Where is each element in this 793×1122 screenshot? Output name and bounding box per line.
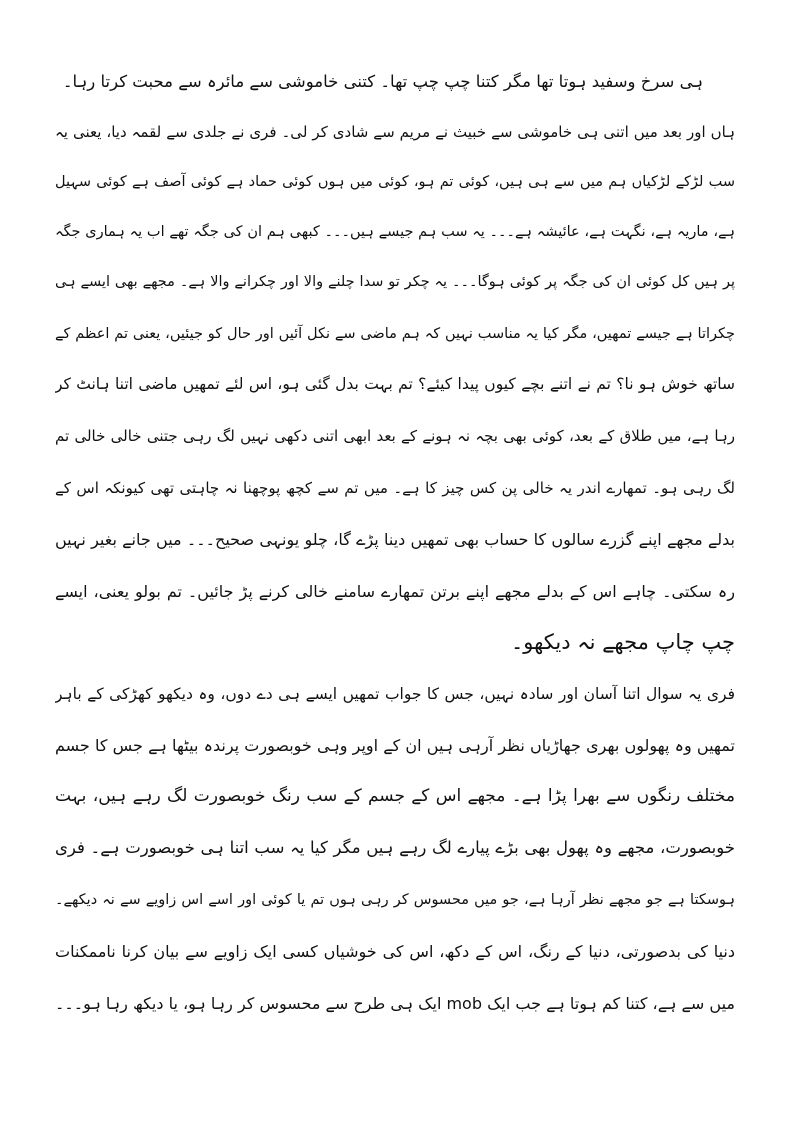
text-line: تمھیں وہ پھولوں بھری جھاڑیاں نظر آرہی ہیں ان کے اوپر وہی خوبصورت پرندہ بیٹھا ہے جس کا جسم bbox=[55, 736, 735, 755]
text-line: ہے، ماریہ ہے، نگہت ہے، عائیشہ ہے۔۔۔ یہ سب ہم جیسے ہیں۔۔۔ کبھی ہم ان کی جگہ تھے اب یہ ہماری جگہ bbox=[55, 224, 735, 240]
text-line: رہ سکتی۔ چاہے اس کے بدلے مجھے اپنے برتن تمھارے سامنے خالی کرنے پڑ جائیں۔ تم بولو یعنی، ایسے bbox=[55, 582, 735, 601]
text-line: پر ہیں کل کوئی ان کی جگہ پر کوئی ہوگا۔۔۔ یہ چکر تو سدا چلنے والا اور چکرانے والا ہے۔ مجھے بھی ایسے ہی bbox=[55, 274, 735, 290]
text-line: مختلف رنگوں سے بھرا پڑا ہے۔ مجھے اس کے جسم کے سب رنگ خوبصورت لگ رہے ہیں، بہت bbox=[55, 786, 735, 806]
text-line: لگ رہی ہو۔ تمھارے اندر یہ خالی پن کس چیز کا ہے۔ میں تم سے کچھ پوچھنا نہ چاہتی تھی کیونکہ اس کے bbox=[55, 479, 735, 497]
text-line: ساتھ خوش ہو نا؟ تم نے اتنے بچے کیوں پیدا کیئے؟ تم بہت بدل گئی ہو، اس لئے تمھیں ماضی اتنا ہانٹ کر bbox=[55, 375, 735, 393]
text-line: خوبصورت، مجھے وہ پھول بھی بڑے پیارے لگ رہے ہیں مگر کیا یہ سب اتنا ہی خوبصورت ہے۔ فری bbox=[55, 838, 735, 857]
text-line: سب لڑکے لڑکیاں ہم میں سے ہی ہیں، کوئی تم ہو، کوئی میں ہوں کوئی حماد ہے کوئی آصف ہے کوئی سہیل bbox=[55, 174, 735, 190]
text-line: ہوسکتا ہے جو مجھے نظر آرہا ہے، جو میں محسوس کر رہی ہوں تم یا کوئی اور اسے اس زاویے سے نہ دیکھے۔ bbox=[55, 892, 735, 908]
text-line: رہا ہے، میں طلاق کے بعد، کوئی بھی بچہ نہ ہونے کے بعد ابھی اتنی دکھی نہیں لگ رہی جتنی خالی خالی تم bbox=[55, 427, 735, 445]
text-line: میں سے ہے، کتنا کم ہوتا ہے جب ایک mob ایک ہی طرح سے محسوس کر رہا ہو، یا دیکھ رہا ہو۔۔۔ bbox=[55, 994, 735, 1013]
text-line: ہاں اور بعد میں اتنی ہی خاموشی سے خبیث نے مریم سے شادی کر لی۔ فری نے جلدی سے لقمہ دیا، یعنی یہ bbox=[55, 123, 735, 141]
text-line: ہی سرخ وسفید ہوتا تھا مگر کتنا چپ چپ تھا۔ کتنی خاموشی سے مائرہ سے محبت کرتا رہا۔ bbox=[62, 72, 703, 91]
text-line: چپ چاپ مجھے نہ دیکھو۔ bbox=[510, 630, 735, 654]
text-line: بدلے مجھے اپنے گزرے سالوں کا حساب بھی تمھیں دینا پڑے گا، چلو یونہی صحیح۔۔۔ میں جانے بغیر نہیں bbox=[55, 530, 735, 549]
text-line: فری یہ سوال اتنا آسان اور سادہ نہیں، جس کا جواب تمھیں ایسے ہی دے دوں، وہ دیکھو کھڑکی کے باہر bbox=[55, 685, 735, 703]
text-line: چکراتا ہے جیسے تمھیں، مگر کیا یہ مناسب نہیں کہ ہم ماضی سے نکل آئیں اور حال کو جیئیں، یعنی تم اعظم کے bbox=[55, 326, 735, 342]
text-line: دنیا کی بدصورتی، دنیا کے رنگ، اس کے دکھ، اس کی خوشیاں کسی ایک زاویے سے بیان کرنا ناممکنات bbox=[55, 942, 735, 961]
